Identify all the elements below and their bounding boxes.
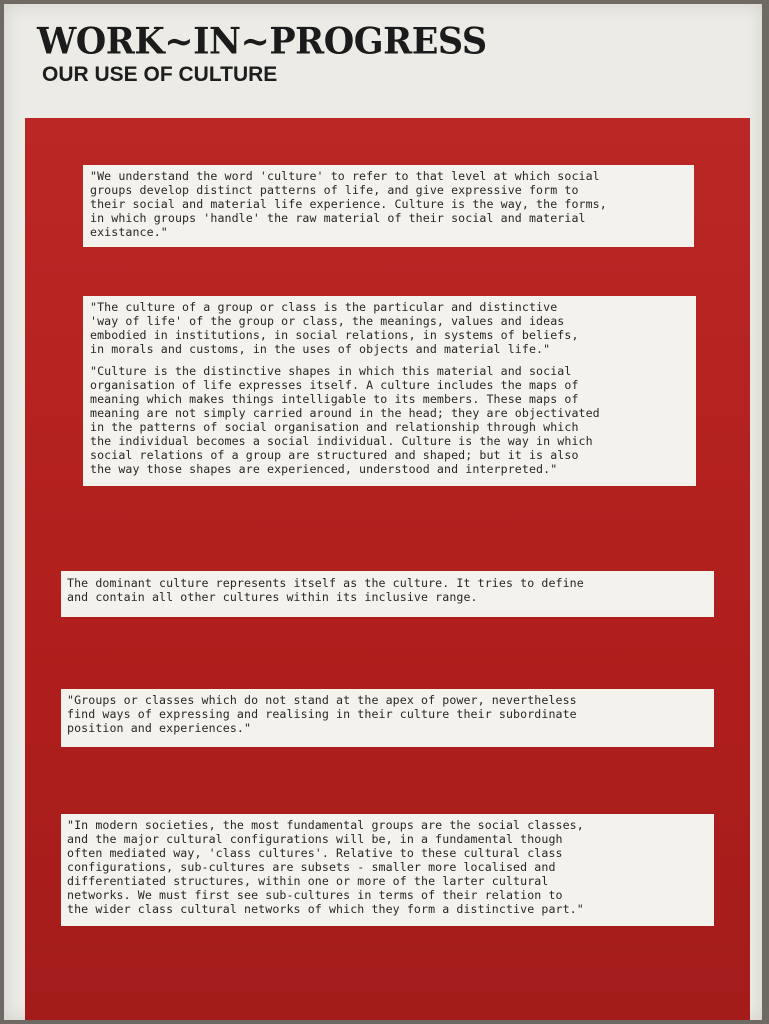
quote-card-way-of-life [83, 296, 696, 486]
poster-subtitle: OUR USE OF CULTURE [42, 63, 278, 86]
quote-text: "We understand the word 'culture' to refer to that level at which social groups develop distinct patterns of life, and give expressive form to their social and material life experience. Culture is the way, the forms, in which groups 'handle' the raw material of their social and material existance." [90, 169, 607, 239]
quote-text: "Culture is the distinctive shapes in which this material and social organisation of life expresses itself. A culture includes the maps of meaning which makes things intelligable to its members. These maps of meaning are not simply carried around in the head; they are objectivated in the patterns of social organisation and relationship through which the individual becomes a social individual. Culture is the way in which social relations of a group are structured and shaped; but it is also the way those shapes are experienced, understood and interpreted." [90, 364, 600, 476]
quote-card-class-cultures [61, 814, 714, 926]
quote-card-subordinate-groups [61, 689, 714, 747]
quote-text: "The culture of a group or class is the particular and distinctive 'way of life' of the group or class, the meanings, values and ideas embodied in institutions, in social relations, in systems of beliefs, in morals and customs, in the uses of objects and material life." [90, 300, 579, 356]
quote-text: "Groups or classes which do not stand at the apex of power, nevertheless find ways of expressing and realising in their culture their subordinate position and experiences." [67, 693, 577, 735]
quote-text: The dominant culture represents itself as the culture. It tries to define and contain all other cultures within its inclusive range. [67, 576, 584, 604]
quote-card-culture-definition [83, 165, 694, 247]
quote-text: "In modern societies, the most fundamental groups are the social classes, and the major cultural configurations will be, in a fundamental though often mediated way, 'class cultures'. Relative to these cultural class configurations, sub-cultures are subsets - smaller more localised and differentiated structures, within one or more of the larter cultural networks. We must first see sub-cultures in terms of their relation to the wider class cultural networks of which they form a distinctive part." [67, 818, 584, 916]
poster-title: WORK~IN~PROGRESS [37, 20, 487, 64]
quote-card-dominant-culture [61, 571, 714, 617]
